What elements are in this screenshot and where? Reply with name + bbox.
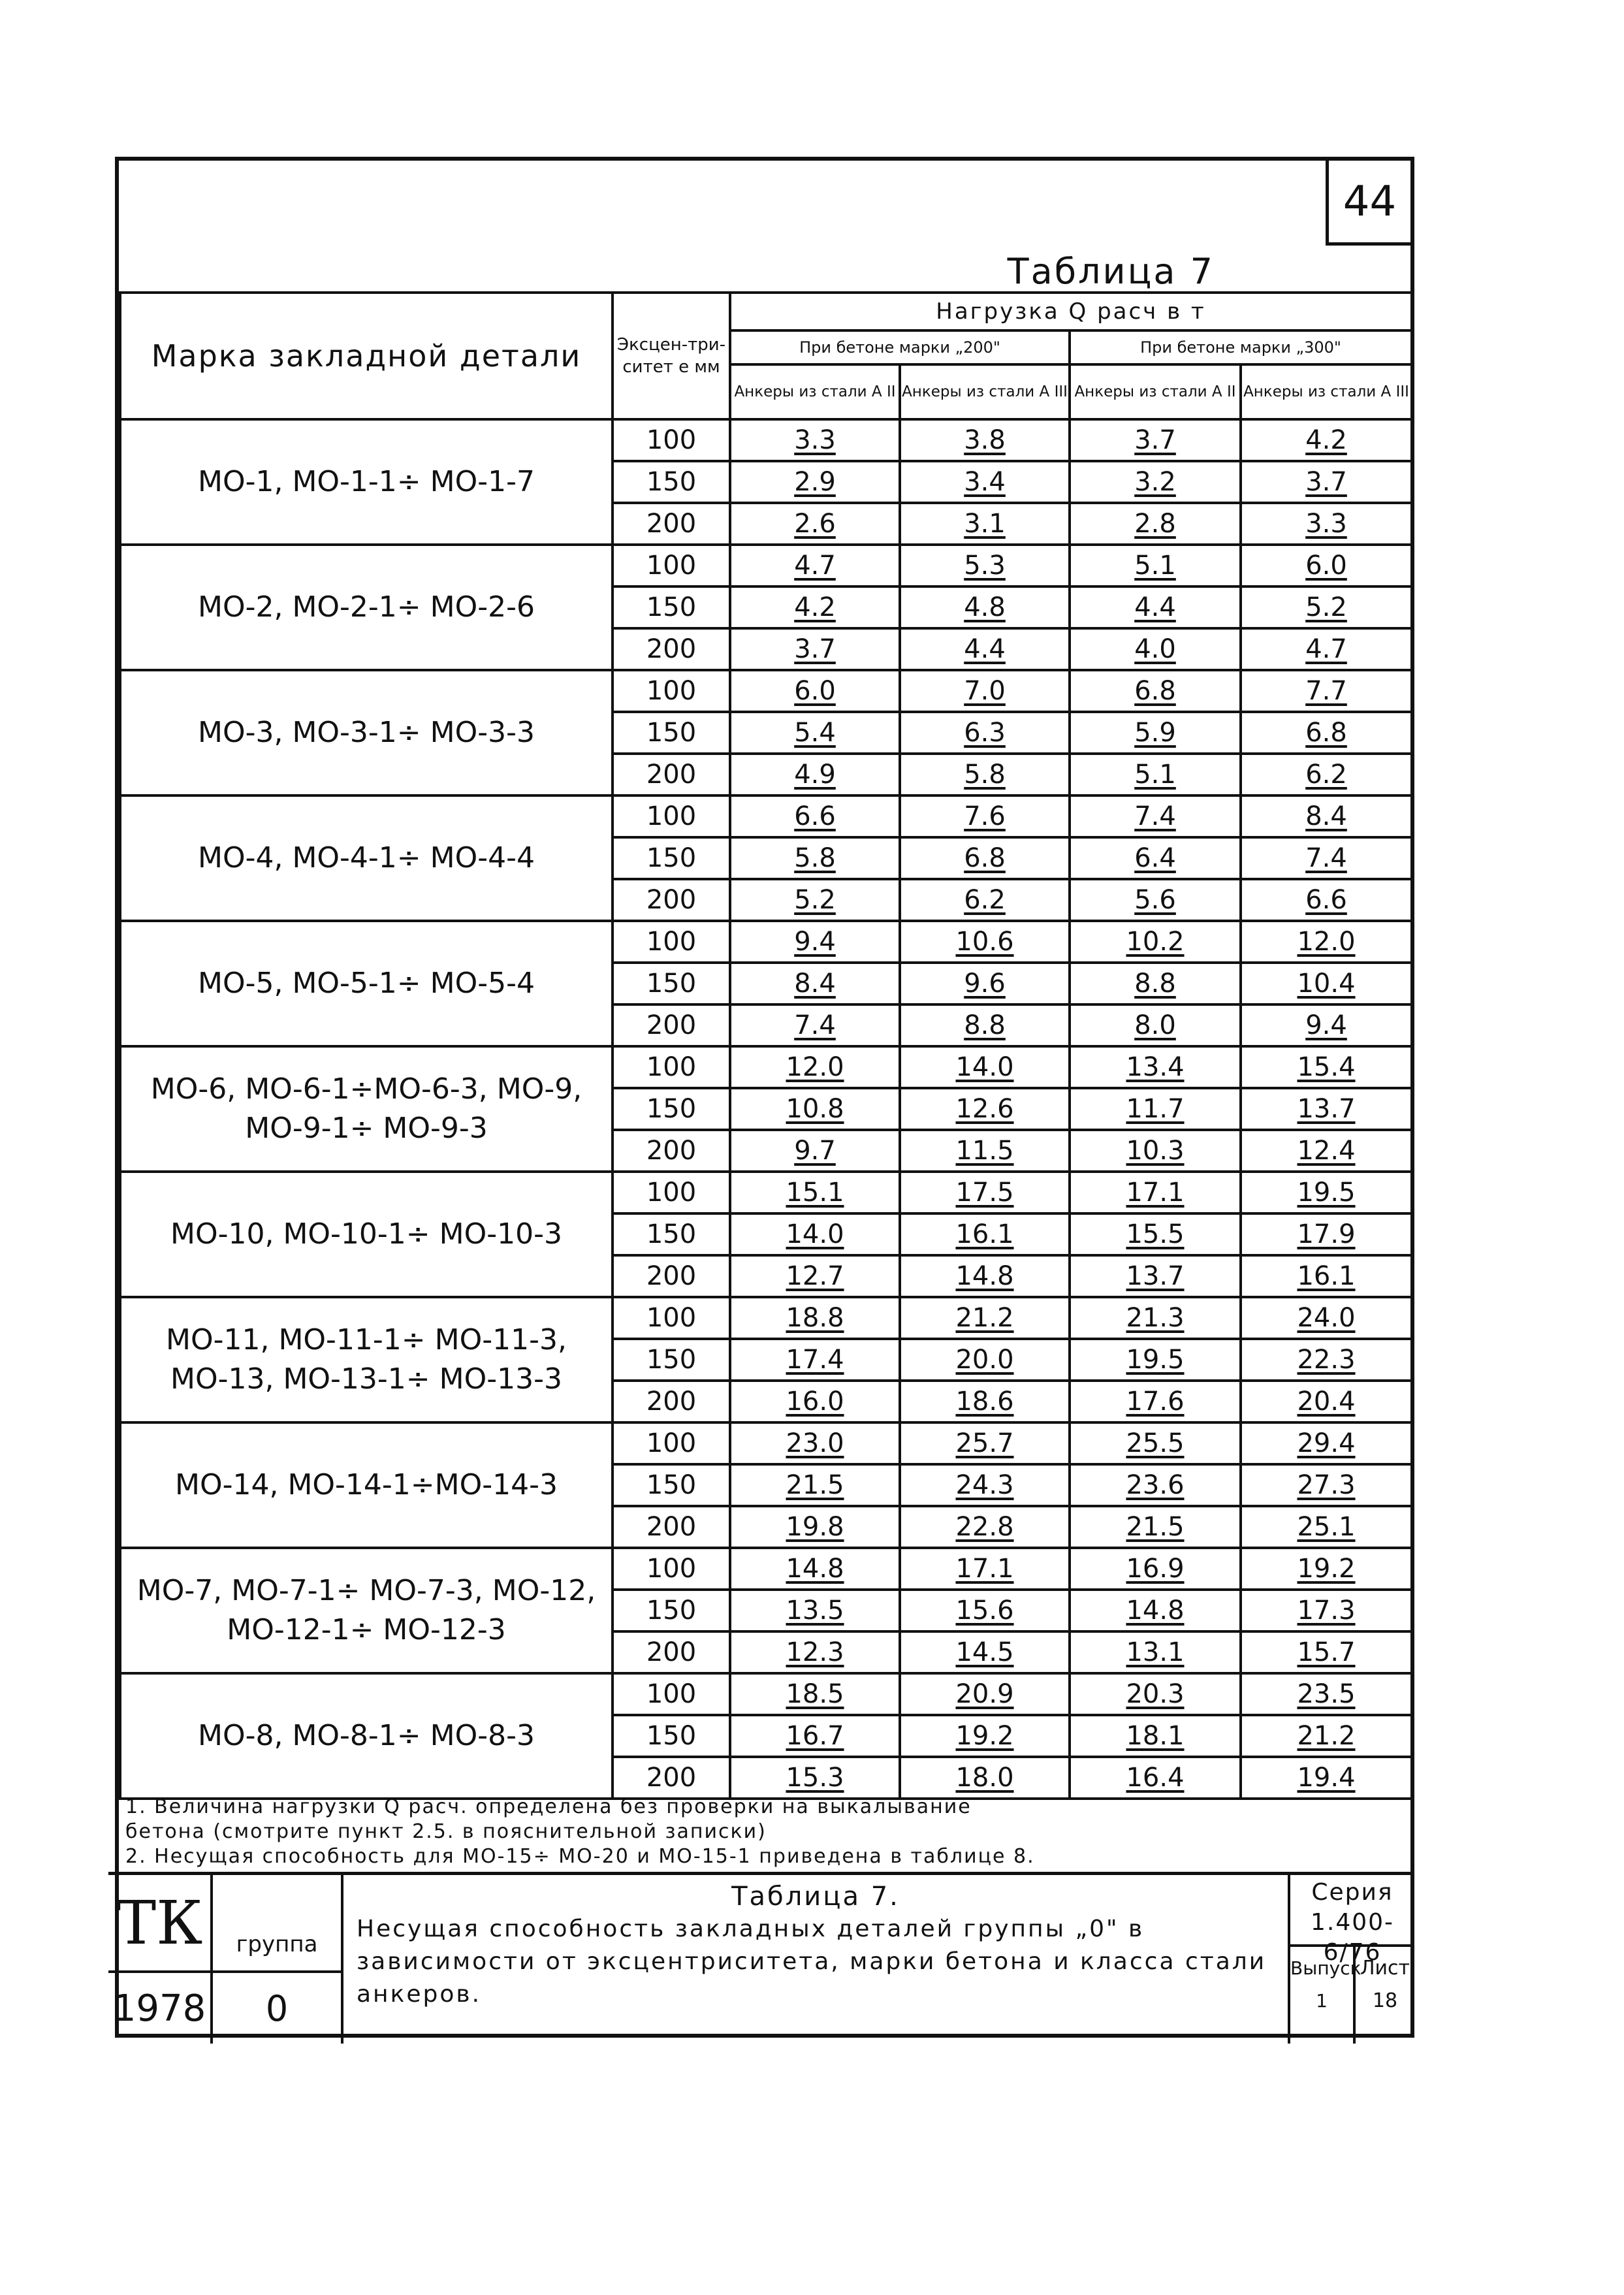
- load-value-cell: 18.1: [1070, 1715, 1241, 1757]
- eccentricity-cell: 200: [613, 879, 730, 921]
- load-value-cell: 15.1: [730, 1172, 900, 1213]
- load-value-cell: 19.2: [1241, 1548, 1412, 1590]
- load-value-cell: 13.7: [1241, 1088, 1412, 1130]
- load-value-cell: 21.2: [900, 1297, 1070, 1339]
- eccentricity-cell: 100: [613, 1548, 730, 1590]
- load-value-cell: 7.4: [730, 1004, 900, 1046]
- load-value-cell: 3.2: [1070, 461, 1241, 503]
- load-value-cell: 9.4: [1241, 1004, 1412, 1046]
- table-row: [120, 795, 1412, 837]
- load-value-cell: 4.4: [900, 628, 1070, 670]
- load-value-cell: 23.5: [1241, 1673, 1412, 1715]
- load-value-cell: 7.6: [900, 795, 1070, 837]
- load-capacity-table: [119, 291, 1413, 1800]
- eccentricity-cell: 150: [613, 963, 730, 1004]
- load-value-cell: 5.2: [730, 879, 900, 921]
- issue-label: Выпуск: [1290, 1957, 1361, 1979]
- load-value-cell: 5.3: [900, 545, 1070, 586]
- load-value-cell: 22.8: [900, 1506, 1070, 1548]
- issue: [1290, 1947, 1361, 2044]
- load-value-cell: 10.6: [900, 921, 1070, 963]
- load-value-cell: 4.2: [730, 586, 900, 628]
- eccentricity-cell: 150: [613, 1715, 730, 1757]
- eccentricity-cell: 200: [613, 1506, 730, 1548]
- load-value-cell: 17.6: [1070, 1381, 1241, 1422]
- load-value-cell: 17.3: [1241, 1590, 1412, 1631]
- load-value-cell: 16.1: [900, 1213, 1070, 1255]
- load-value-cell: 11.7: [1070, 1088, 1241, 1130]
- note-1b: бетона (смотрите пункт 2.5. в пояснительной записки): [125, 1820, 767, 1843]
- mark-cell: МО-7, МО-7-1÷ МО-7-3, МО-12, МО-12-1÷ МО-12-3: [120, 1548, 613, 1673]
- load-value-cell: 23.6: [1070, 1464, 1241, 1506]
- eccentricity-cell: 200: [613, 1255, 730, 1297]
- eccentricity-cell: 100: [613, 1422, 730, 1464]
- load-value-cell: 17.9: [1241, 1213, 1412, 1255]
- load-value-cell: 14.0: [900, 1046, 1070, 1088]
- load-value-cell: 24.3: [900, 1464, 1070, 1506]
- drawing-sheet: [112, 157, 1414, 2038]
- load-value-cell: 17.1: [900, 1548, 1070, 1590]
- series-value: 1.400-6/76: [1310, 1909, 1395, 1966]
- load-value-cell: 19.4: [1241, 1757, 1412, 1799]
- table-row: [120, 921, 1412, 963]
- mark-cell: МО-10, МО-10-1÷ МО-10-3: [120, 1172, 613, 1297]
- load-value-cell: 3.7: [730, 628, 900, 670]
- series: [1290, 1875, 1414, 1966]
- eccentricity-cell: 200: [613, 1631, 730, 1673]
- series-label: Серия: [1311, 1879, 1393, 1906]
- load-value-cell: 6.0: [730, 670, 900, 712]
- load-value-cell: 18.5: [730, 1673, 900, 1715]
- tk-mark: ТК: [108, 1875, 213, 1973]
- load-value-cell: 10.2: [1070, 921, 1241, 963]
- load-value-cell: 20.9: [900, 1673, 1070, 1715]
- group-value: 0: [213, 1973, 343, 2044]
- load-value-cell: 5.2: [1241, 586, 1412, 628]
- eccentricity-cell: 200: [613, 1757, 730, 1799]
- table-row: [120, 1172, 1412, 1213]
- eccentricity-cell: 100: [613, 921, 730, 963]
- load-value-cell: 14.8: [1070, 1590, 1241, 1631]
- load-value-cell: 16.0: [730, 1381, 900, 1422]
- mark-cell: МО-6, МО-6-1÷МО-6-3, МО-9, МО-9-1÷ МО-9-3: [120, 1046, 613, 1172]
- load-value-cell: 16.1: [1241, 1255, 1412, 1297]
- load-value-cell: 4.4: [1070, 586, 1241, 628]
- load-value-cell: 6.2: [1241, 754, 1412, 795]
- header-steel-a3: Анкеры из стали А III: [900, 364, 1070, 419]
- load-value-cell: 3.3: [730, 419, 900, 461]
- eccentricity-cell: 150: [613, 1339, 730, 1381]
- load-value-cell: 6.8: [1070, 670, 1241, 712]
- eccentricity-cell: 150: [613, 461, 730, 503]
- load-value-cell: 8.8: [900, 1004, 1070, 1046]
- eccentricity-cell: 100: [613, 1297, 730, 1339]
- load-value-cell: 20.3: [1070, 1673, 1241, 1715]
- load-value-cell: 25.5: [1070, 1422, 1241, 1464]
- load-value-cell: 4.0: [1070, 628, 1241, 670]
- load-value-cell: 5.8: [900, 754, 1070, 795]
- table-row: [120, 545, 1412, 586]
- load-value-cell: 8.8: [1070, 963, 1241, 1004]
- load-value-cell: 12.0: [1241, 921, 1412, 963]
- sheet-value: 18: [1372, 1989, 1398, 2012]
- header-steel-a2: Анкеры из стали А II: [730, 364, 900, 419]
- load-value-cell: 5.9: [1070, 712, 1241, 754]
- load-value-cell: 19.2: [900, 1715, 1070, 1757]
- eccentricity-cell: 150: [613, 837, 730, 879]
- mark-cell: МО-11, МО-11-1÷ МО-11-3, МО-13, МО-13-1÷ МО-13-3: [120, 1297, 613, 1422]
- description-title: Таблица 7.: [731, 1882, 900, 1912]
- load-value-cell: 10.8: [730, 1088, 900, 1130]
- load-value-cell: 11.5: [900, 1130, 1070, 1172]
- load-value-cell: 3.7: [1241, 461, 1412, 503]
- load-value-cell: 14.8: [900, 1255, 1070, 1297]
- load-value-cell: 10.3: [1070, 1130, 1241, 1172]
- load-value-cell: 14.5: [900, 1631, 1070, 1673]
- load-value-cell: 15.7: [1241, 1631, 1412, 1673]
- load-value-cell: 12.6: [900, 1088, 1070, 1130]
- load-value-cell: 9.7: [730, 1130, 900, 1172]
- header-steel-a3: Анкеры из стали А III: [1241, 364, 1412, 419]
- eccentricity-cell: 100: [613, 795, 730, 837]
- load-value-cell: 9.4: [730, 921, 900, 963]
- table-row: [120, 1046, 1412, 1088]
- load-value-cell: 21.3: [1070, 1297, 1241, 1339]
- eccentricity-cell: 100: [613, 1673, 730, 1715]
- eccentricity-cell: 100: [613, 1046, 730, 1088]
- load-value-cell: 8.4: [1241, 795, 1412, 837]
- eccentricity-cell: 200: [613, 1004, 730, 1046]
- mark-cell: МО-4, МО-4-1÷ МО-4-4: [120, 795, 613, 921]
- load-value-cell: 13.4: [1070, 1046, 1241, 1088]
- load-value-cell: 12.4: [1241, 1130, 1412, 1172]
- load-value-cell: 20.4: [1241, 1381, 1412, 1422]
- load-value-cell: 12.3: [730, 1631, 900, 1673]
- load-value-cell: 6.3: [900, 712, 1070, 754]
- load-value-cell: 8.0: [1070, 1004, 1241, 1046]
- table-row: [120, 1673, 1412, 1715]
- mark-cell: МО-8, МО-8-1÷ МО-8-3: [120, 1673, 613, 1799]
- load-value-cell: 29.4: [1241, 1422, 1412, 1464]
- load-value-cell: 4.2: [1241, 419, 1412, 461]
- eccentricity-cell: 150: [613, 712, 730, 754]
- load-value-cell: 18.6: [900, 1381, 1070, 1422]
- load-value-cell: 18.8: [730, 1297, 900, 1339]
- load-value-cell: 27.3: [1241, 1464, 1412, 1506]
- load-value-cell: 16.4: [1070, 1757, 1241, 1799]
- load-value-cell: 6.6: [1241, 879, 1412, 921]
- eccentricity-cell: 100: [613, 1172, 730, 1213]
- load-value-cell: 3.3: [1241, 503, 1412, 545]
- load-value-cell: 3.8: [900, 419, 1070, 461]
- load-value-cell: 20.0: [900, 1339, 1070, 1381]
- load-value-cell: 15.3: [730, 1757, 900, 1799]
- load-value-cell: 12.7: [730, 1255, 900, 1297]
- mark-cell: МО-14, МО-14-1÷МО-14-3: [120, 1422, 613, 1548]
- load-value-cell: 2.8: [1070, 503, 1241, 545]
- eccentricity-cell: 200: [613, 1381, 730, 1422]
- load-value-cell: 6.0: [1241, 545, 1412, 586]
- eccentricity-cell: 100: [613, 419, 730, 461]
- load-value-cell: 10.4: [1241, 963, 1412, 1004]
- load-value-cell: 17.1: [1070, 1172, 1241, 1213]
- header-load: Нагрузка Q расч в т: [730, 293, 1412, 330]
- eccentricity-cell: 200: [613, 754, 730, 795]
- header-beton-300: При бетоне марки „300": [1070, 330, 1412, 364]
- load-value-cell: 25.1: [1241, 1506, 1412, 1548]
- description: [343, 1875, 1290, 2044]
- load-value-cell: 5.6: [1070, 879, 1241, 921]
- eccentricity-cell: 200: [613, 628, 730, 670]
- eccentricity-cell: 200: [613, 503, 730, 545]
- load-value-cell: 19.5: [1070, 1339, 1241, 1381]
- load-value-cell: 6.8: [1241, 712, 1412, 754]
- eccentricity-cell: 150: [613, 1213, 730, 1255]
- eccentricity-cell: 150: [613, 586, 730, 628]
- load-value-cell: 4.7: [1241, 628, 1412, 670]
- load-value-cell: 4.7: [730, 545, 900, 586]
- header-beton-200: При бетоне марки „200": [730, 330, 1070, 364]
- year: 1978: [108, 1973, 213, 2044]
- load-value-cell: 17.5: [900, 1172, 1070, 1213]
- load-value-cell: 2.9: [730, 461, 900, 503]
- load-value-cell: 19.8: [730, 1506, 900, 1548]
- load-value-cell: 14.0: [730, 1213, 900, 1255]
- table-row: [120, 1422, 1412, 1464]
- load-value-cell: 4.8: [900, 586, 1070, 628]
- load-value-cell: 7.4: [1070, 795, 1241, 837]
- load-value-cell: 22.3: [1241, 1339, 1412, 1381]
- load-value-cell: 13.1: [1070, 1631, 1241, 1673]
- load-value-cell: 13.5: [730, 1590, 900, 1631]
- load-value-cell: 5.4: [730, 712, 900, 754]
- load-value-cell: 7.7: [1241, 670, 1412, 712]
- load-value-cell: 5.1: [1070, 545, 1241, 586]
- mark-cell: МО-5, МО-5-1÷ МО-5-4: [120, 921, 613, 1046]
- load-value-cell: 12.0: [730, 1046, 900, 1088]
- load-value-cell: 21.5: [1070, 1506, 1241, 1548]
- load-value-cell: 7.0: [900, 670, 1070, 712]
- load-value-cell: 5.1: [1070, 754, 1241, 795]
- load-value-cell: 24.0: [1241, 1297, 1412, 1339]
- table-row: [120, 1548, 1412, 1590]
- eccentricity-cell: 150: [613, 1088, 730, 1130]
- issue-value: 1: [1316, 1990, 1328, 2012]
- table-row: [120, 419, 1412, 461]
- table-title: Таблица 7: [1007, 251, 1215, 292]
- load-value-cell: 16.7: [730, 1715, 900, 1757]
- load-value-cell: 3.4: [900, 461, 1070, 503]
- load-value-cell: 2.6: [730, 503, 900, 545]
- load-value-cell: 3.1: [900, 503, 1070, 545]
- load-value-cell: 21.2: [1241, 1715, 1412, 1757]
- load-value-cell: 9.6: [900, 963, 1070, 1004]
- load-value-cell: 3.7: [1070, 419, 1241, 461]
- notes: [119, 1795, 1410, 1869]
- load-value-cell: 19.5: [1241, 1172, 1412, 1213]
- eccentricity-cell: 100: [613, 545, 730, 586]
- eccentricity-cell: 150: [613, 1590, 730, 1631]
- load-value-cell: 6.2: [900, 879, 1070, 921]
- load-value-cell: 6.4: [1070, 837, 1241, 879]
- load-value-cell: 16.9: [1070, 1548, 1241, 1590]
- load-value-cell: 17.4: [730, 1339, 900, 1381]
- title-block: [108, 1872, 1414, 2044]
- eccentricity-cell: 150: [613, 1464, 730, 1506]
- load-value-cell: 8.4: [730, 963, 900, 1004]
- eccentricity-cell: 100: [613, 670, 730, 712]
- mark-cell: МО-3, МО-3-1÷ МО-3-3: [120, 670, 613, 795]
- load-value-cell: 23.0: [730, 1422, 900, 1464]
- load-value-cell: 4.9: [730, 754, 900, 795]
- sheet: [1356, 1947, 1414, 2044]
- load-value-cell: 6.6: [730, 795, 900, 837]
- note-1a: 1. Величина нагрузки Q расч. определена без проверки на выкалывание: [125, 1795, 972, 1818]
- table-row: [120, 670, 1412, 712]
- load-value-cell: 25.7: [900, 1422, 1070, 1464]
- load-value-cell: 13.7: [1070, 1255, 1241, 1297]
- load-value-cell: 7.4: [1241, 837, 1412, 879]
- load-value-cell: 15.6: [900, 1590, 1070, 1631]
- header-marka: Марка закладной детали: [120, 293, 613, 419]
- load-value-cell: 18.0: [900, 1757, 1070, 1799]
- load-value-cell: 15.5: [1070, 1213, 1241, 1255]
- page-number: 44: [1326, 161, 1410, 246]
- table-body: [120, 419, 1412, 1799]
- load-value-cell: 5.8: [730, 837, 900, 879]
- sheet-label: Лист: [1360, 1957, 1410, 1980]
- load-value-cell: 14.8: [730, 1548, 900, 1590]
- mark-cell: МО-2, МО-2-1÷ МО-2-6: [120, 545, 613, 670]
- eccentricity-cell: 200: [613, 1130, 730, 1172]
- header-steel-a2: Анкеры из стали А II: [1070, 364, 1241, 419]
- description-text: Несущая способность закладных деталей группы „0" в зависимости от эксцентриситета, марки бетона и класса стали анкеров.: [357, 1916, 1267, 2008]
- note-2: 2. Несущая способность для МО-15÷ МО-20 и МО-15-1 приведена в таблице 8.: [125, 1845, 1035, 1868]
- mark-cell: МО-1, МО-1-1÷ МО-1-7: [120, 419, 613, 545]
- table-row: [120, 1297, 1412, 1339]
- load-value-cell: 15.4: [1241, 1046, 1412, 1088]
- load-value-cell: 6.8: [900, 837, 1070, 879]
- load-value-cell: 21.5: [730, 1464, 900, 1506]
- header-eccentricity: Эксцен-три-ситет е мм: [613, 293, 730, 419]
- group-label: группа: [213, 1875, 343, 1973]
